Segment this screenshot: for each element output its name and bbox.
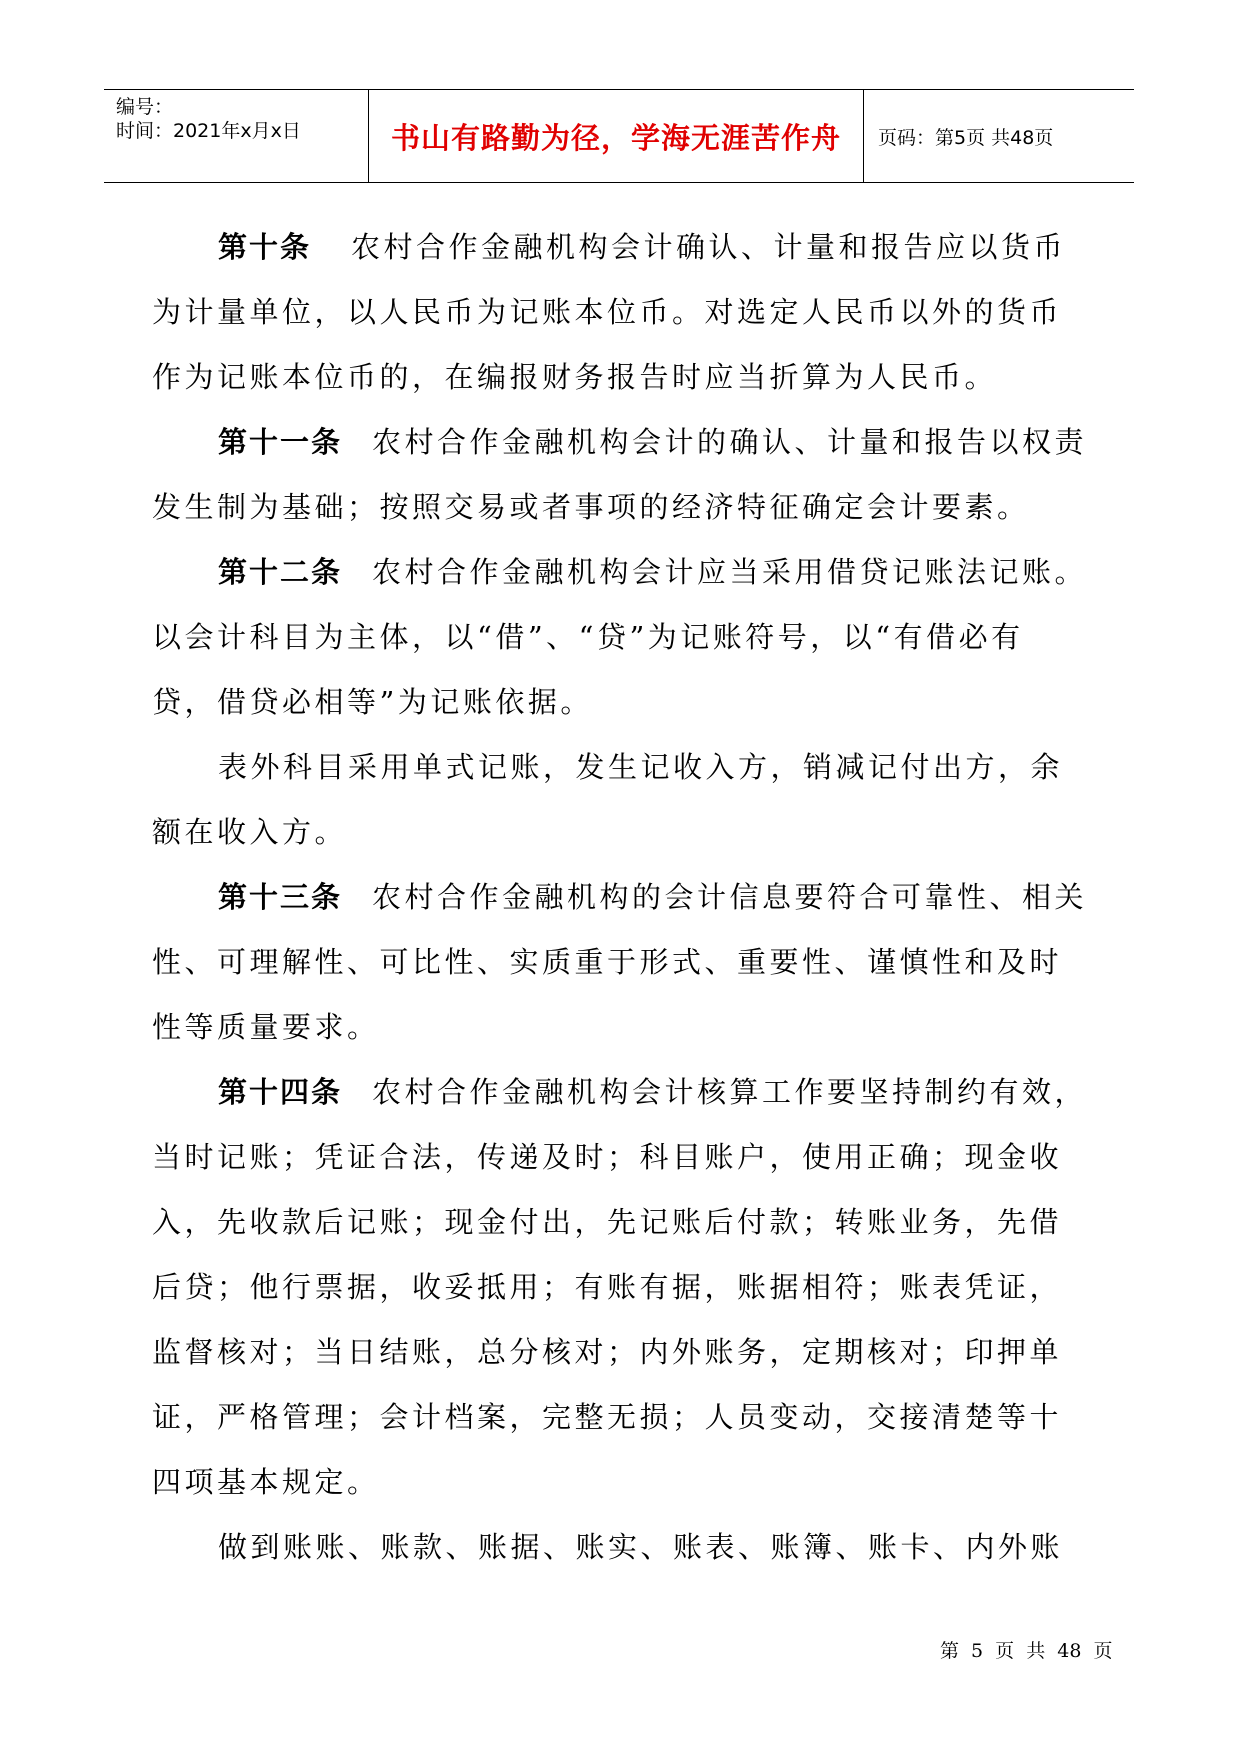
article-14-para2-line-1: 做到账账、账款、账据、账实、账表、账簿、账卡、内外账 [218, 1530, 1064, 1564]
header-page-cell [864, 90, 1134, 182]
article-13-line-3: 性等质量要求。 [152, 1010, 380, 1044]
article-11 [152, 410, 1102, 540]
article-10 [152, 215, 1102, 410]
header-page-info: 页码：第5页 共48页 [878, 126, 1054, 149]
header-motto: 书山有路勤为径，学海无涯苦作舟 [390, 120, 841, 155]
article-14-line-6: 证，严格管理；会计档案，完整无损；人员变动，交接清楚等十 [152, 1400, 1063, 1434]
document-time-label: 时间：2021年x月x日 [116, 120, 301, 142]
document-body [152, 215, 1102, 1580]
document-number-label: 编号： [116, 96, 174, 118]
article-14-line-3: 入，先收款后记账；现金付出，先记账后付款；转账业务，先借 [152, 1205, 1063, 1239]
article-14-number: 第十四条 [218, 1075, 343, 1109]
article-14-line-1: 农村合作金融机构会计核算工作要坚持制约有效， [372, 1075, 1088, 1109]
article-14-line-2: 当时记账；凭证合法，传递及时；科目账户，使用正确；现金收 [152, 1140, 1063, 1174]
article-13-line-2: 性、可理解性、可比性、实质重于形式、重要性、谨慎性和及时 [152, 945, 1063, 979]
header-motto-cell [369, 90, 864, 182]
article-11-line-2: 发生制为基础；按照交易或者事项的经济特征确定会计要素。 [152, 490, 1030, 524]
article-11-line-1: 农村合作金融机构会计的确认、计量和报告以权责 [372, 425, 1088, 459]
article-14-line-4: 后贷；他行票据，收妥抵用；有账有据，账据相符；账表凭证， [152, 1270, 1063, 1304]
article-10-line-3: 作为记账本位币的，在编报财务报告时应当折算为人民币。 [152, 360, 998, 394]
article-10-line-2: 为计量单位，以人民币为记账本位币。对选定人民币以外的货币 [152, 295, 1063, 329]
article-13-number: 第十三条 [218, 880, 343, 914]
article-13-line-1: 农村合作金融机构的会计信息要符合可靠性、相关 [372, 880, 1088, 914]
header-meta-cell [104, 90, 369, 182]
article-12-line-2: 以会计科目为主体，以“借”、“贷”为记账符号，以“有借必有 [152, 620, 1024, 654]
article-12-number: 第十二条 [218, 555, 343, 589]
article-12-line-3: 贷，借贷必相等”为记账依据。 [152, 685, 593, 719]
page-footer: 第 5 页 共 48 页 [940, 1640, 1113, 1662]
article-13 [152, 865, 1102, 1060]
document-header [104, 89, 1134, 183]
article-14 [152, 1060, 1102, 1580]
article-14-line-5: 监督核对；当日结账，总分核对；内外账务，定期核对；印押单 [152, 1335, 1063, 1369]
article-10-number: 第十条 [218, 230, 312, 264]
article-12-line-1: 农村合作金融机构会计应当采用借贷记账法记账。 [372, 555, 1088, 589]
article-10-line-1: 农村合作金融机构会计确认、计量和报告应以货币 [351, 230, 1067, 264]
article-12-para2-line-1: 表外科目采用单式记账，发生记收入方，销减记付出方，余 [218, 750, 1064, 784]
article-14-line-7: 四项基本规定。 [152, 1465, 380, 1499]
article-11-number: 第十一条 [218, 425, 343, 459]
article-12-para2-line-2: 额在收入方。 [152, 815, 348, 849]
article-12 [152, 540, 1102, 865]
